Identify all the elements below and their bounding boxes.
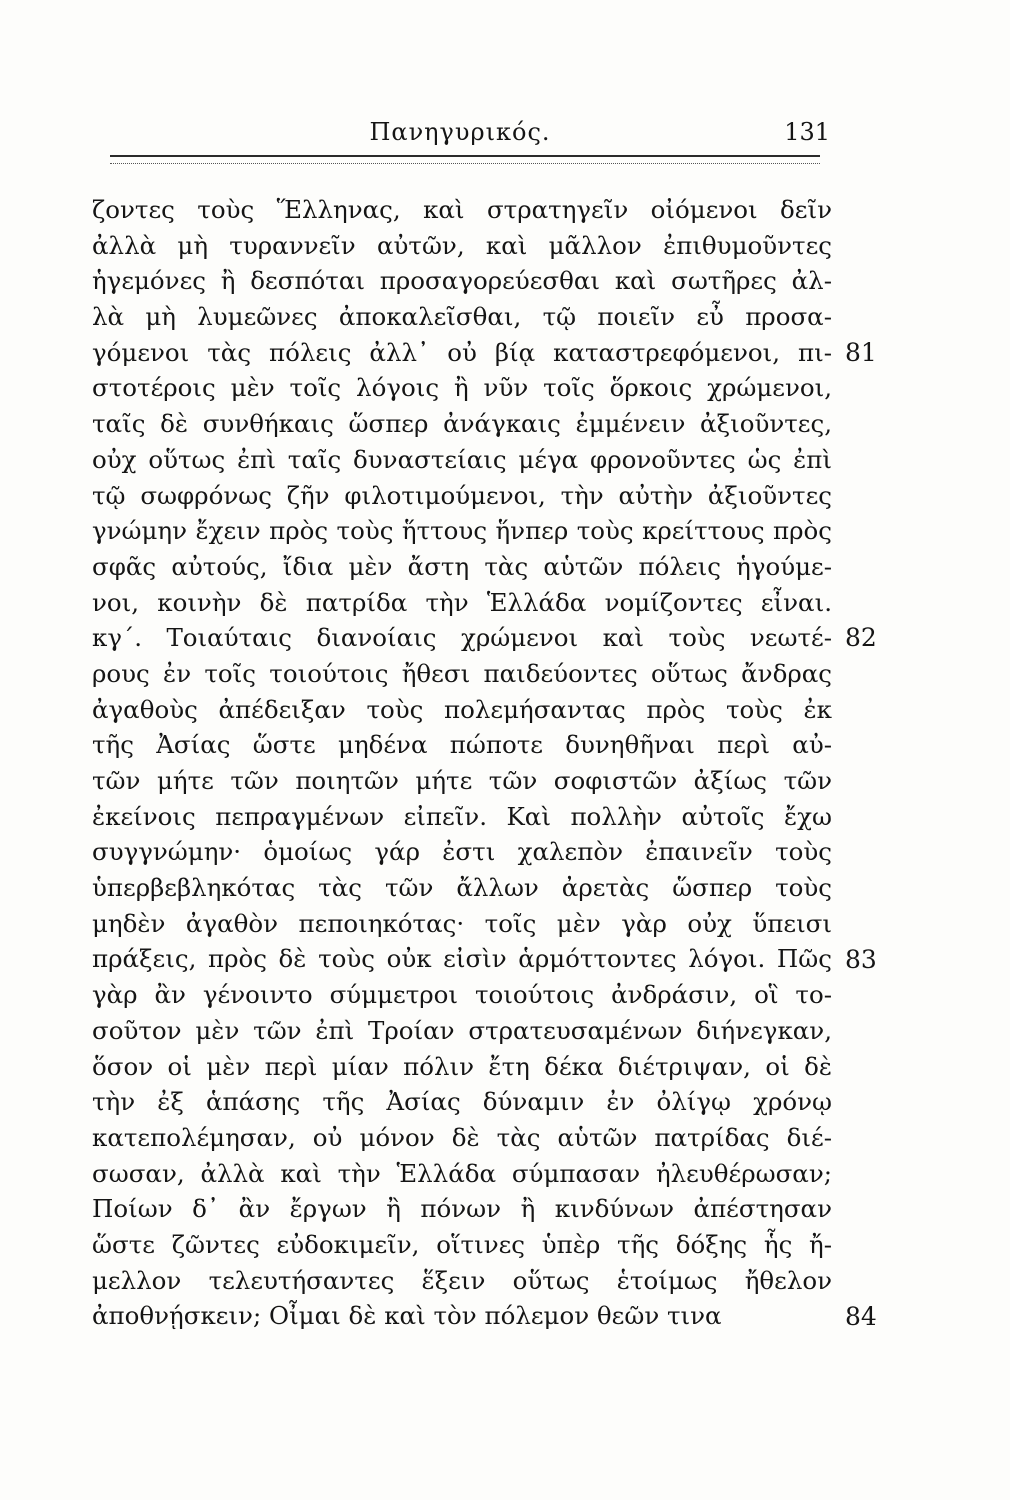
running-title: Πανηγυρικός. (369, 118, 551, 146)
text-line: λὰ μὴ λυμεῶνες ἀποκαλεῖσθαι, τῷ ποιεῖν εὖ προσα- (92, 302, 832, 332)
text-line: τῶν μήτε τῶν ποιητῶν μήτε τῶν σοφιστῶν ἀξίως τῶν (92, 766, 832, 795)
text-line: σοῦτον μὲν τῶν ἐπὶ Τροίαν στρατευσαμένων διήνεγκαν, (92, 1015, 832, 1045)
margin-section-number: 82 (845, 623, 877, 653)
page-header (100, 118, 830, 158)
text-line: ἀγαθοὺς ἀπέδειξαν τοὺς πολεμήσαντας πρὸς τοὺς ἐκ (92, 694, 832, 724)
margin-section-number: 83 (845, 944, 877, 974)
text-line: ἀλλὰ μὴ τυραννεῖν αὐτῶν, καὶ μᾶλλον ἐπιθυμοῦντες (92, 230, 832, 260)
text-line: μελλον τελευτήσαντες ἕξειν οὕτως ἑτοίμως ἤθελον (92, 1265, 832, 1295)
text-line: ρους ἐν τοῖς τοιούτοις ἤθεσι παιδεύοντες οὕτως ἄνδρας (92, 658, 832, 688)
margin-section-number: 81 (845, 337, 877, 367)
text-line: τῷ σωφρόνως ζῆν φιλοτιμούμενοι, τὴν αὐτὴν ἀξιοῦντες (92, 480, 832, 510)
text-line: ταῖς δὲ συνθήκαις ὥσπερ ἀνάγκαις ἐμμένειν ἀξιοῦντες, (92, 409, 832, 439)
text-line: σφᾶς αὐτούς, ἴδια μὲν ἄστη τὰς αὑτῶν πόλεις ἡγούμε- (92, 551, 832, 581)
text-line: τῆς Ἀσίας ὥστε μηδένα πώποτε δυνηθῆναι περὶ αὐ- (92, 730, 832, 760)
page-number: 131 (784, 118, 830, 146)
text-line: γὰρ ἂν γένοιντο σύμμετροι τοιούτοις ἀνδράσιν, οἳ το- (92, 980, 832, 1010)
text-line: συγγνώμην· ὁμοίως γάρ ἐστι χαλεπὸν ἐπαινεῖν τοὺς (92, 837, 832, 867)
text-line: οὐχ οὕτως ἐπὶ ταῖς δυναστείαις μέγα φρονοῦντες ὡς ἐπὶ (92, 444, 832, 474)
margin-section-number: 84 (845, 1301, 877, 1331)
text-line: ἀποθνῄσκειν; Οἶμαι δὲ καὶ τὸν πόλεμον θεῶν τινα (92, 1301, 722, 1331)
text-line: κατεπολέμησαν, οὐ μόνον δὲ τὰς αὑτῶν πατρίδας διέ- (92, 1122, 832, 1152)
text-line: γνώμην ἔχειν πρὸς τοὺς ἥττους ἥνπερ τοὺς κρείττους πρὸς (92, 516, 832, 546)
text-line: ὥστε ζῶντες εὐδοκιμεῖν, οἵτινες ὑπὲρ τῆς δόξης ἧς ἤ- (92, 1229, 832, 1259)
text-line: ζοντες τοὺς Ἕλληνας, καὶ στρατηγεῖν οἰόμενοι δεῖν (92, 195, 832, 224)
text-line: στοτέροις μὲν τοῖς λόγοις ἢ νῦν τοῖς ὅρκοις χρώμενοι, (92, 373, 832, 403)
text-line: νοι, κοινὴν δὲ πατρίδα τὴν Ἑλλάδα νομίζοντες εἶναι. (92, 587, 832, 617)
text-line: κγ΄. Τοιαύταις διανοίαις χρώμενοι καὶ τοὺς νεωτέ- (92, 623, 832, 653)
text-line: ὑπερβεβληκότας τὰς τῶν ἄλλων ἀρετὰς ὥσπερ τοὺς (92, 873, 832, 903)
body-text (92, 192, 877, 1334)
text-line: ἡγεμόνες ἢ δεσπόται προσαγορεύεσθαι καὶ σωτῆρες ἀλ- (92, 266, 832, 296)
text-line: μηδὲν ἀγαθὸν πεποιηκότας· τοῖς μὲν γὰρ οὐχ ὕπεισι (92, 908, 832, 938)
text-line: γόμενοι τὰς πόλεις ἀλλ᾽ οὐ βίᾳ καταστρεφόμενοι, πι- (92, 337, 832, 367)
text-line: πράξεις, πρὸς δὲ τοὺς οὐκ εἰσὶν ἁρμόττοντες λόγοι. Πῶς (92, 944, 832, 974)
text-line: σωσαν, ἀλλὰ καὶ τὴν Ἑλλάδα σύμπασαν ἠλευθέρωσαν; (92, 1158, 832, 1188)
text-line: ἐκείνοις πεπραγμένων εἰπεῖν. Καὶ πολλὴν αὐτοῖς ἔχω (92, 801, 832, 831)
header-rule (110, 155, 820, 164)
text-line: τὴν ἐξ ἁπάσης τῆς Ἀσίας δύναμιν ἐν ὀλίγῳ χρόνῳ (92, 1087, 832, 1117)
text-line: ὅσον οἱ μὲν περὶ μίαν πόλιν ἔτη δέκα διέτριψαν, οἱ δὲ (92, 1051, 832, 1081)
text-line: Ποίων δ᾽ ἂν ἔργων ἢ πόνων ἢ κινδύνων ἀπέστησαν (92, 1194, 832, 1224)
